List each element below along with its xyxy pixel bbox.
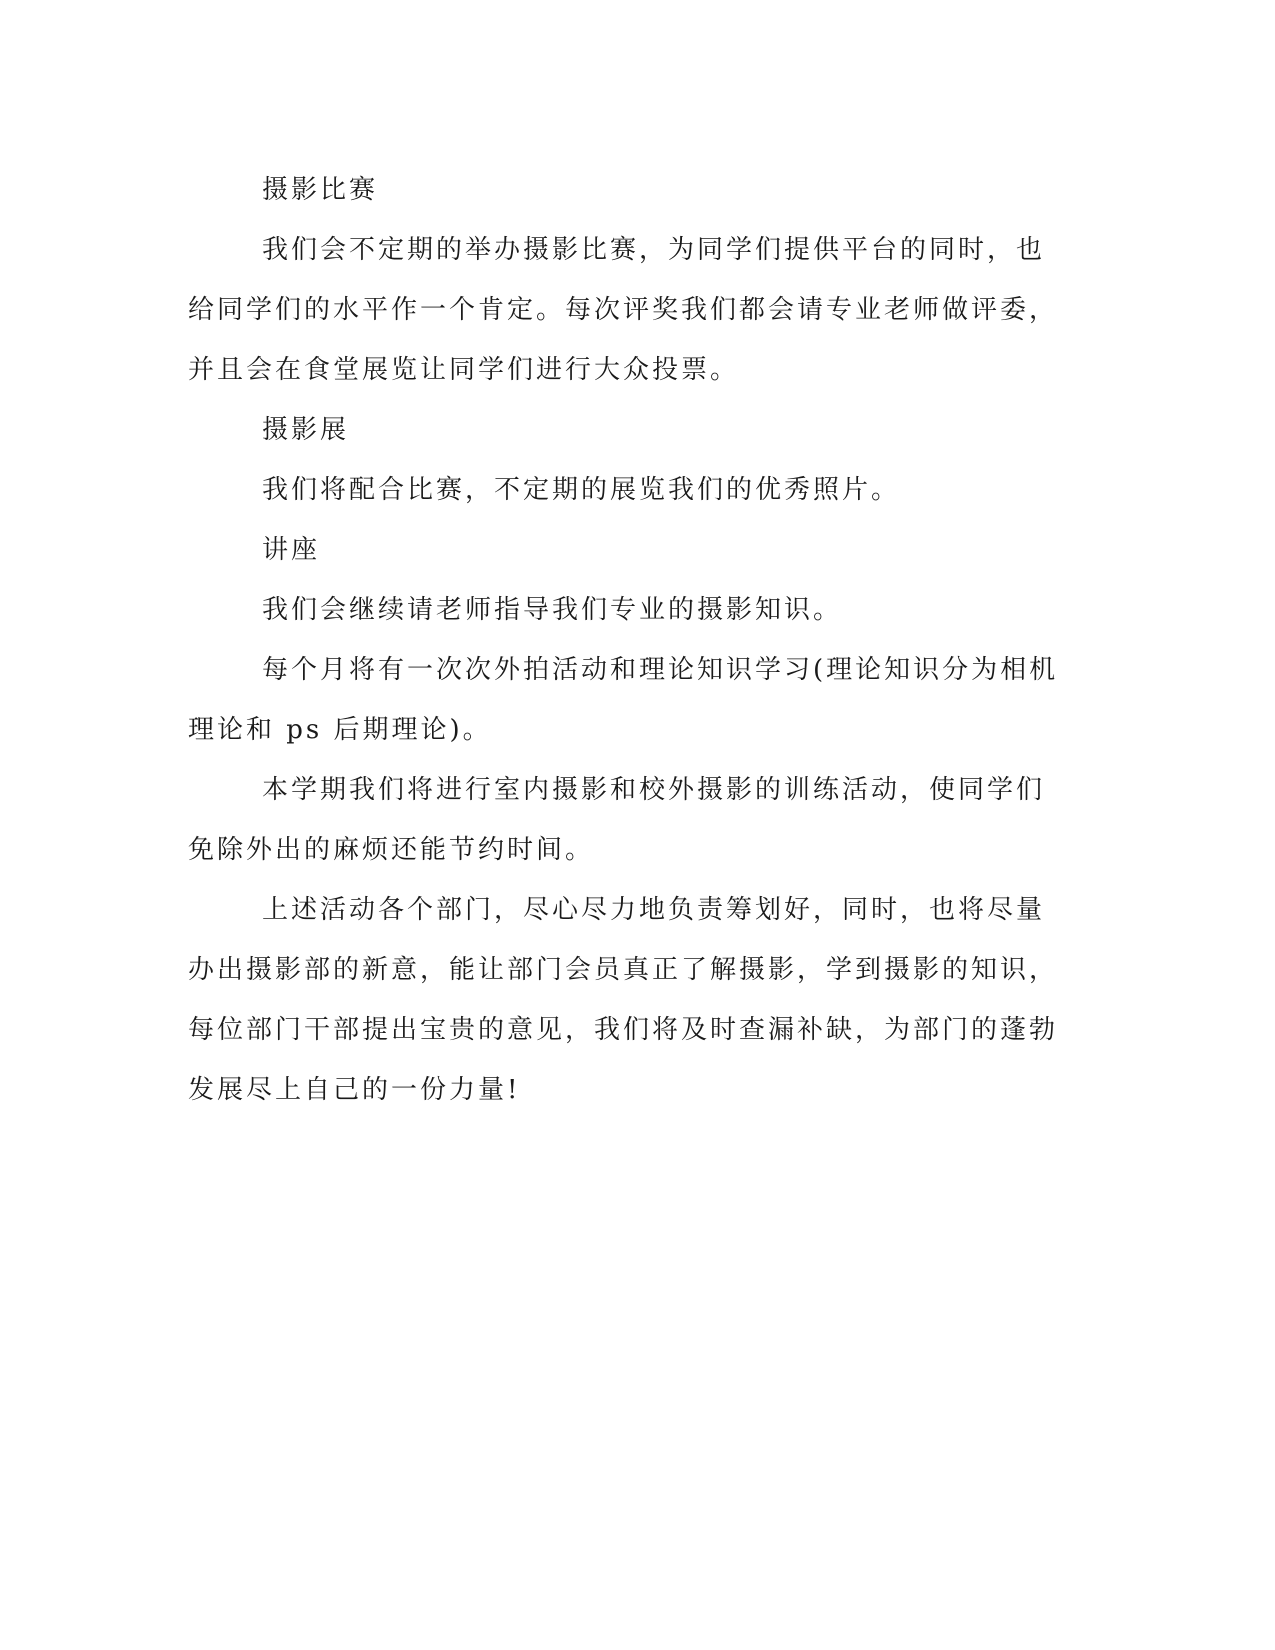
paragraph-photo-contest: 我们会不定期的举办摄影比赛，为同学们提供平台的同时，也给同学们的水平作一个肯定。每次评奖我们都会请专业老师做评委，并且会在食堂展览让同学们进行大众投票。 bbox=[188, 235, 1059, 385]
paragraph-photo-exhibition: 我们将配合比赛，不定期的展览我们的优秀照片。 bbox=[262, 475, 901, 505]
paragraph-semester-training: 本学期我们将进行室内摄影和校外摄影的训练活动，使同学们免除外出的麻烦还能节约时间。 bbox=[188, 775, 1046, 865]
section-heading-photo-exhibition: 摄影展 bbox=[262, 415, 350, 445]
paragraph-closing: 上述活动各个部门，尽心尽力地负责筹划好，同时，也将尽量办出摄影部的新意，能让部门会员真正了解摄影，学到摄影的知识，每位部门干部提出宝贵的意见，我们将及时查漏补缺，为部门的蓬勃发展尽上自己的一份力量! bbox=[188, 895, 1059, 1105]
section-heading-photo-contest: 摄影比赛 bbox=[262, 175, 379, 205]
section-heading-lecture: 讲座 bbox=[262, 535, 321, 565]
paragraph-lecture: 我们会继续请老师指导我们专业的摄影知识。 bbox=[262, 595, 843, 625]
paragraph-monthly-activities: 每个月将有一次次外拍活动和理论知识学习(理论知识分为相机理论和 ps 后期理论)。 bbox=[188, 655, 1059, 745]
document-body bbox=[188, 160, 1073, 1120]
